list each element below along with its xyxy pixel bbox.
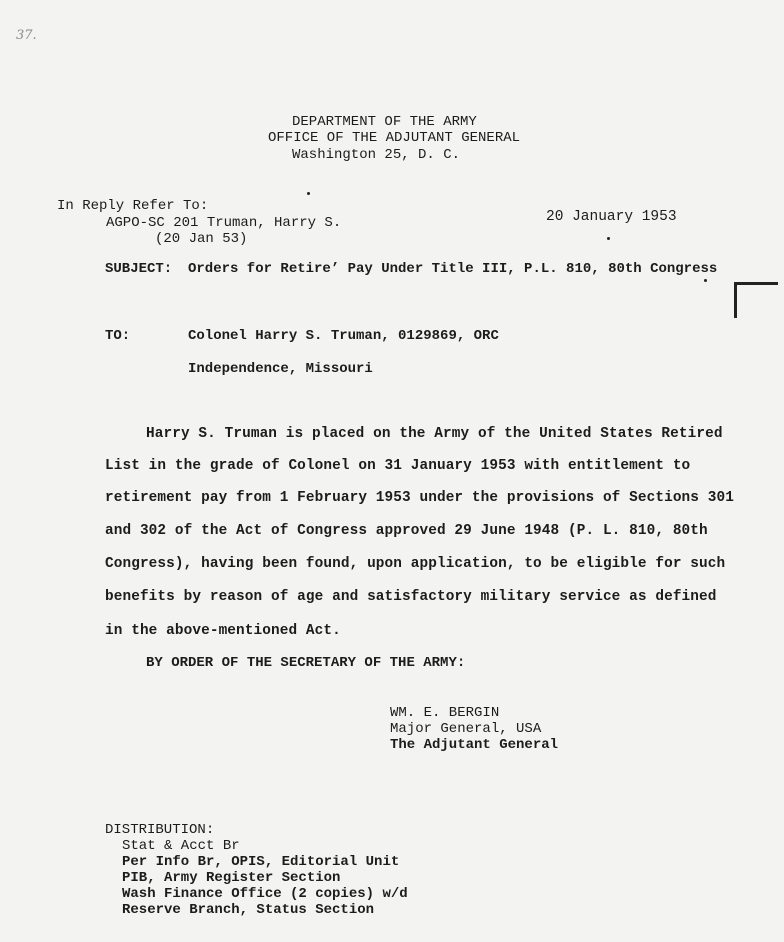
body-line: List in the grade of Colonel on 31 January 1953 with entitlement to (105, 458, 691, 474)
distribution-item: Per Info Br, OPIS, Editorial Unit (122, 854, 400, 870)
reply-reference-date: (20 Jan 53) (155, 231, 248, 247)
distribution-item: Stat & Acct Br (122, 838, 240, 854)
reply-label: In Reply Refer To: (57, 198, 209, 214)
signer-name: WM. E. BERGIN (390, 705, 500, 721)
body-line: and 302 of the Act of Congress approved 29 June 1948 (P. L. 810, 80th (105, 523, 708, 539)
document-date: 20 January 1953 (546, 209, 677, 225)
distribution-item: Wash Finance Office (2 copies) w/d (122, 886, 408, 902)
stray-mark (607, 237, 610, 240)
to-label: TO: (105, 328, 131, 344)
distribution-item: Reserve Branch, Status Section (122, 902, 375, 918)
margin-bracket-mark (734, 282, 778, 318)
signer-rank: Major General, USA (390, 721, 542, 737)
letterhead-department: DEPARTMENT OF THE ARMY (292, 114, 477, 130)
reply-reference: AGPO-SC 201 Truman, Harry S. (106, 215, 342, 231)
subject-label: SUBJECT: (105, 261, 173, 277)
body-line: Congress), having been found, upon application, to be eligible for such (105, 556, 726, 572)
body-line: retirement pay from 1 February 1953 under the provisions of Sections 301 (105, 490, 734, 506)
order-authority-line: BY ORDER OF THE SECRETARY OF THE ARMY: (146, 655, 466, 671)
body-line: benefits by reason of age and satisfactory military service as defined (105, 589, 717, 605)
signer-title: The Adjutant General (390, 737, 559, 753)
addressee-name: Colonel Harry S. Truman, 0129869, ORC (188, 328, 499, 344)
page-number-mark: 37. (16, 28, 37, 43)
letterhead-location: Washington 25, D. C. (292, 147, 461, 163)
stray-mark (704, 279, 707, 282)
letterhead-office: OFFICE OF THE ADJUTANT GENERAL (268, 130, 521, 146)
addressee-location: Independence, Missouri (188, 361, 373, 377)
subject-text: Orders for Retire’ Pay Under Title III, P.L. 810, 80th Congress (188, 261, 718, 277)
body-line: in the above-mentioned Act. (105, 623, 341, 639)
stray-mark (307, 192, 310, 195)
distribution-item: PIB, Army Register Section (122, 870, 341, 886)
distribution-label: DISTRIBUTION: (105, 822, 215, 838)
body-line: Harry S. Truman is placed on the Army of the United States Retired (146, 426, 723, 442)
